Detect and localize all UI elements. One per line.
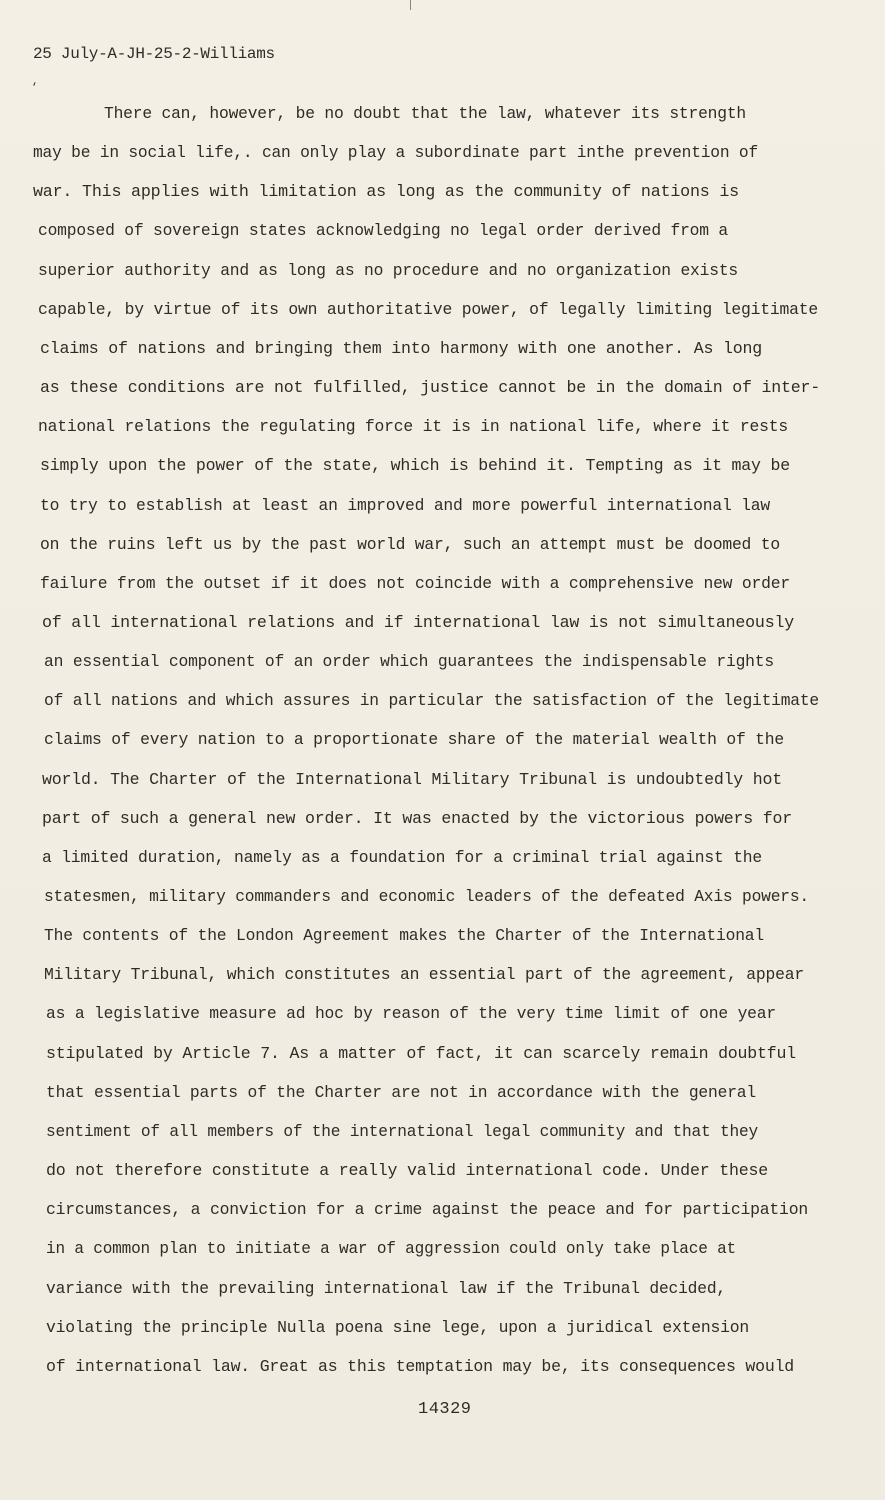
page-number: 14329	[418, 1400, 472, 1419]
text-line: an essential component of an order which guarantees the indispensable rights	[44, 652, 774, 671]
text-line: part of such a general new order. It was enacted by the victorious powers for	[42, 809, 792, 828]
text-line: composed of sovereign states acknowledging no legal order derived from a	[38, 221, 728, 240]
text-line: statesmen, military commanders and economic leaders of the defeated Axis powers.	[44, 887, 809, 906]
text-line: The contents of the London Agreement makes the Charter of the International	[44, 926, 764, 945]
text-line: variance with the prevailing international law if the Tribunal decided,	[46, 1279, 726, 1298]
text-line: stipulated by Article 7. As a matter of fact, it can scarcely remain doubtful	[46, 1044, 796, 1063]
text-line: a limited duration, namely as a foundation for a criminal trial against the	[42, 848, 762, 867]
text-line: of all nations and which assures in particular the satisfaction of the legitimate	[44, 691, 819, 710]
text-line: of international law. Great as this temptation may be, its consequences would	[46, 1357, 794, 1376]
text-line: failure from the outset if it does not coincide with a comprehensive new order	[40, 574, 790, 593]
text-line: claims of every nation to a proportionate share of the material wealth of the	[44, 730, 784, 749]
margin-tick-mark: ‘	[31, 82, 38, 94]
top-margin-mark	[410, 0, 411, 10]
text-line: in a common plan to initiate a war of aggression could only take place at	[46, 1239, 736, 1258]
text-line: do not therefore constitute a really valid international code. Under these	[46, 1161, 768, 1180]
text-line: circumstances, a conviction for a crime against the peace and for participation	[46, 1200, 808, 1219]
text-line: sentiment of all members of the international legal community and that they	[46, 1122, 758, 1141]
text-line: superior authority and as long as no procedure and no organization exists	[38, 261, 738, 280]
text-line: as a legislative measure ad hoc by reason of the very time limit of one year	[46, 1004, 776, 1023]
text-line: world. The Charter of the International Military Tribunal is undoubtedly hot	[42, 770, 782, 789]
document-header: 25 July-A-JH-25-2-Williams	[33, 45, 275, 63]
text-line: Military Tribunal, which constitutes an essential part of the agreement, appear	[44, 965, 804, 984]
text-line: of all international relations and if international law is not simultaneously	[42, 613, 794, 632]
text-line: may be in social life,. can only play a subordinate part inthe prevention of	[33, 143, 758, 162]
text-line: that essential parts of the Charter are not in accordance with the general	[46, 1083, 756, 1102]
text-line: national relations the regulating force it is in national life, where it rests	[38, 417, 788, 436]
text-line: There can, however, be no doubt that the law, whatever its strength	[104, 104, 746, 123]
text-line: to try to establish at least an improved and more powerful international law	[40, 496, 770, 515]
text-line: on the ruins left us by the past world war, such an attempt must be doomed to	[40, 535, 780, 554]
text-line: capable, by virtue of its own authoritative power, of legally limiting legitimate	[38, 300, 818, 319]
text-line: as these conditions are not fulfilled, justice cannot be in the domain of inter-	[40, 378, 821, 397]
text-line: war. This applies with limitation as long as the community of nations is	[33, 182, 739, 201]
text-line: violating the principle Nulla poena sine lege, upon a juridical extension	[46, 1318, 749, 1337]
text-line: claims of nations and bringing them into harmony with one another. As long	[40, 339, 762, 358]
text-line: simply upon the power of the state, which is behind it. Tempting as it may be	[40, 456, 790, 475]
